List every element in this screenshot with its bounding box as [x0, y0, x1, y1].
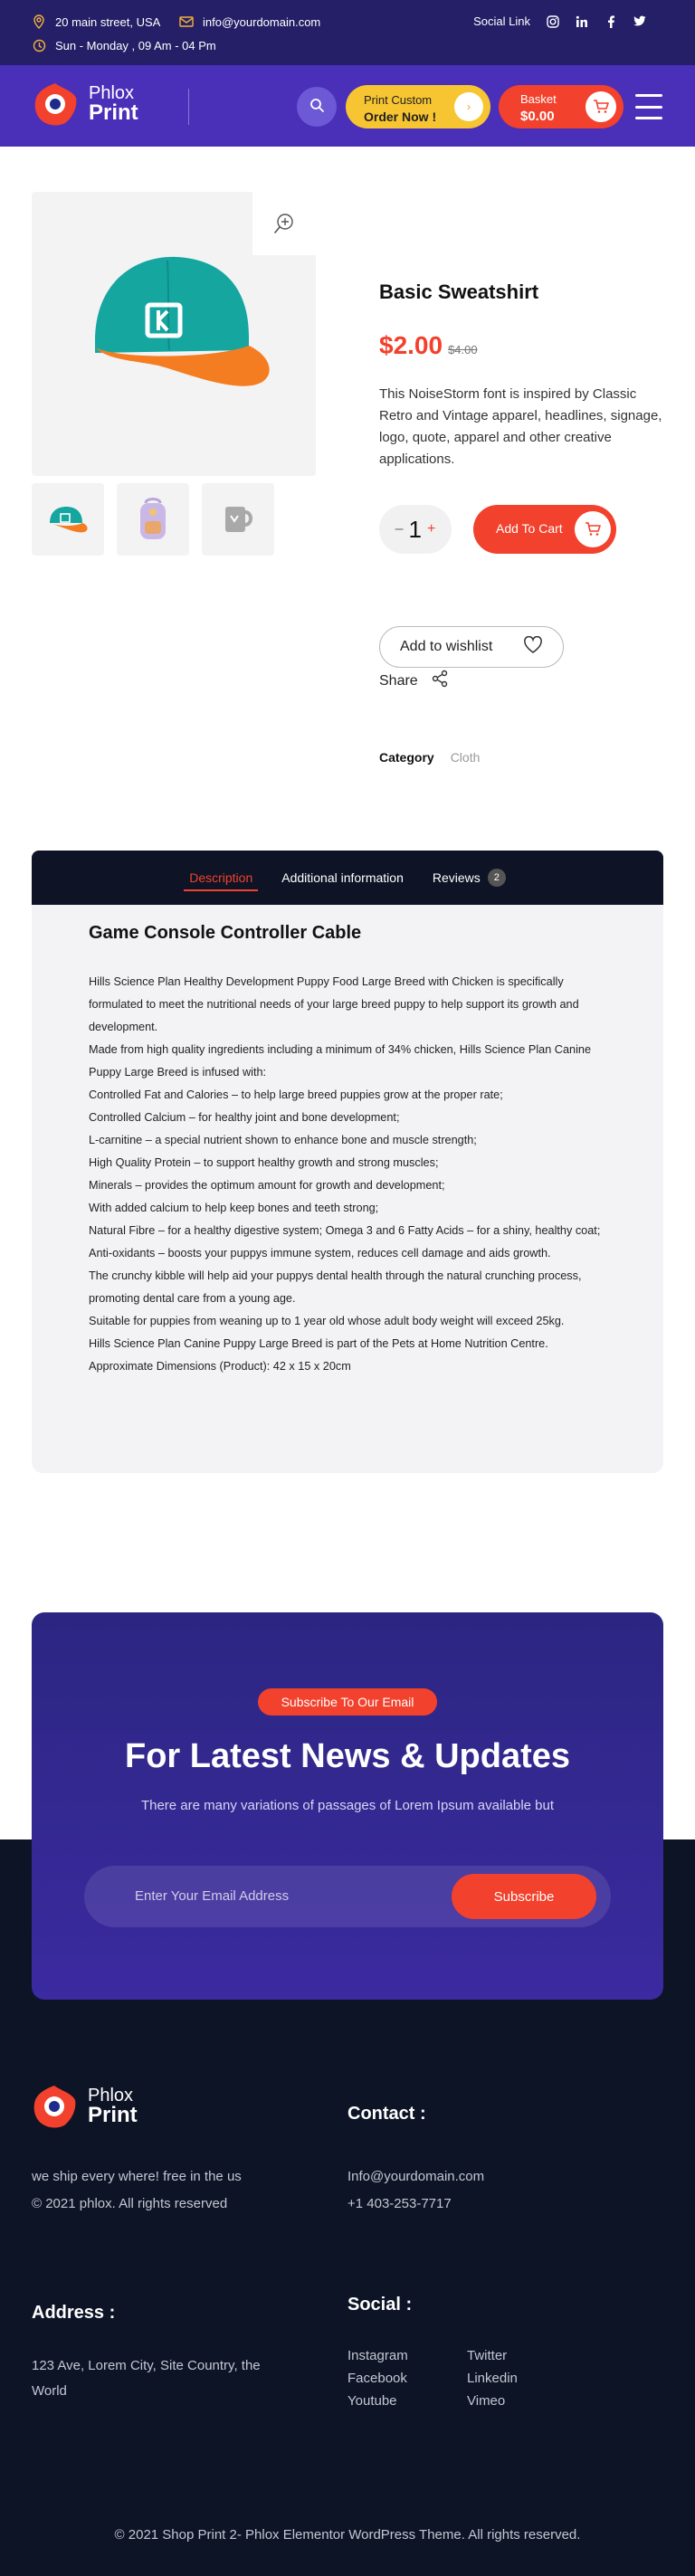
- hours-text: Sun - Monday , 09 Am - 04 Pm: [55, 38, 216, 52]
- description-line: Hills Science Plan Healthy Development Puppy Food Large Breed with Chicken is specifically formulated to meet the nutritional needs of your large breed puppy to help support its growth and development.: [89, 975, 579, 1033]
- product-thumbnails: [32, 483, 274, 556]
- social-links-top: [473, 14, 646, 28]
- header-divider: [188, 89, 189, 125]
- description-title: Game Console Controller Cable: [89, 923, 362, 943]
- mail-icon: [179, 14, 194, 29]
- address-heading: Address :: [32, 2303, 116, 2323]
- description-line: Anti-oxidants – boosts your puppys immune system, reduces cell damage and aids growth.: [89, 1247, 551, 1259]
- qty-plus-button[interactable]: +: [427, 521, 436, 537]
- description-line: Hills Science Plan Canine Puppy Large Breed is part of the Pets at Home Nutrition Centre.: [89, 1337, 548, 1350]
- email-input[interactable]: Enter Your Email Address: [135, 1888, 290, 1904]
- description-line: L-carnitine – a special nutrient shown to enhance bone and muscle strength;: [89, 1134, 477, 1146]
- cart-icon: [586, 91, 616, 122]
- description-line: Suitable for puppies from weaning up to 1 year old whose adult body weight will exceed 25kg.: [89, 1315, 565, 1327]
- product-description: This NoiseStorm font is inspired by Classic Retro and Vintage apparel, headlines, signage, logo, quote, apparel and other creative applications.: [379, 386, 662, 467]
- social-link-youtube[interactable]: Youtube: [348, 2393, 397, 2409]
- order-line2: Order Now !: [364, 109, 437, 124]
- contact-email[interactable]: Info@yourdomain.com: [348, 2169, 485, 2184]
- backpack-thumb-icon: [135, 494, 171, 545]
- footer-about: [32, 2163, 242, 2218]
- description-line: Controlled Fat and Calories – to help large breed puppies grow at the proper rate;: [89, 1088, 503, 1101]
- chevron-right-icon: ›: [454, 92, 483, 121]
- logo-line1: Phlox: [89, 83, 135, 103]
- newsletter-section: [32, 1612, 663, 2000]
- address-text: 123 Ave, Lorem City, Site Country, the World: [32, 2358, 261, 2399]
- logo-line2: Print: [89, 100, 138, 125]
- footer-tagline: we ship every where! free in the us: [32, 2169, 242, 2184]
- description-line: The crunchy kibble will help aid your puppys dental health through the natural crunching process, promoting dental care from a young age.: [89, 1269, 582, 1305]
- tab-reviews[interactable]: Reviews 2: [427, 851, 511, 905]
- logo-mark-icon: [32, 2084, 77, 2129]
- subscribe-button[interactable]: Subscribe: [452, 1874, 596, 1919]
- newsletter-pill: Subscribe To Our Email: [258, 1688, 438, 1716]
- basket-amount: $0.00: [520, 108, 555, 124]
- instagram-icon[interactable]: [547, 15, 559, 28]
- footer-social-links: [348, 2348, 557, 2409]
- tab-description[interactable]: Description: [184, 851, 258, 905]
- search-button[interactable]: [297, 87, 337, 127]
- category-label: Category: [379, 750, 434, 765]
- description-line: Natural Fibre – for a healthy digestive system; Omega 3 and 6 Fatty Acids – for a shiny, healthy coat;: [89, 1224, 601, 1237]
- order-line1: Print Custom: [364, 93, 433, 107]
- description-line: Made from high quality ingredients including a minimum of 34% chicken, Hills Science Plan Canine Puppy Large Breed is infused with:: [89, 1043, 592, 1079]
- location-pin-icon: [32, 14, 46, 29]
- main-header: [0, 65, 695, 147]
- cap-thumb-icon: [43, 501, 93, 537]
- add-to-cart-button[interactable]: [473, 505, 616, 554]
- top-bar: [0, 0, 695, 65]
- description-line: Minerals – provides the optimum amount for growth and development;: [89, 1179, 445, 1192]
- add-to-wishlist-button[interactable]: [379, 626, 564, 668]
- product-title: Basic Sweatshirt: [379, 280, 539, 303]
- newsletter-subtitle: There are many variations of passages of Lorem Ipsum available but: [140, 1798, 555, 1813]
- quantity-stepper[interactable]: [379, 505, 452, 554]
- social-heading: Social :: [348, 2295, 413, 2315]
- basket-button[interactable]: [499, 85, 624, 128]
- mug-thumb-icon: [218, 499, 258, 539]
- social-link-facebook[interactable]: Facebook: [348, 2371, 407, 2386]
- twitter-icon[interactable]: [633, 15, 646, 28]
- order-now-button[interactable]: [346, 85, 490, 128]
- tab-additional-information[interactable]: Additional information: [281, 870, 404, 885]
- footer-copyright: © 2021 Shop Print 2- Phlox Elementor WordPress Theme. All rights reserved.: [114, 2527, 581, 2543]
- category-value[interactable]: Cloth: [450, 750, 481, 765]
- thumbnail-cap[interactable]: [32, 483, 104, 556]
- footer-copyright-small: © 2021 phlox. All rights reserved: [32, 2196, 228, 2211]
- cap-image: [32, 192, 316, 476]
- add-to-cart-label: Add To Cart: [496, 521, 563, 536]
- social-label: Social Link: [473, 14, 530, 28]
- qty-value[interactable]: 1: [408, 515, 423, 543]
- site-logo[interactable]: [33, 81, 138, 127]
- linkedin-icon[interactable]: [576, 15, 588, 28]
- hours-info: [32, 38, 216, 52]
- description-line: High Quality Protein – to support healthy growth and strong muscles;: [89, 1156, 439, 1169]
- thumbnail-mug[interactable]: [202, 483, 274, 556]
- description-line: Controlled Calcium – for healthy joint and bone development;: [89, 1111, 400, 1124]
- share-icon[interactable]: [431, 670, 449, 692]
- contact-phone[interactable]: +1 403-253-7717: [348, 2196, 452, 2211]
- footer-logo-line2: Print: [88, 2103, 138, 2127]
- social-link-instagram[interactable]: Instagram: [348, 2348, 408, 2363]
- cart-icon: [575, 511, 611, 547]
- product-info: [379, 280, 669, 471]
- product-tabs: [32, 851, 663, 905]
- social-link-linkedin[interactable]: Linkedin: [467, 2371, 518, 2386]
- description-line: With added calcium to help keep bones and teeth strong;: [89, 1202, 379, 1214]
- current-price: $2.00: [379, 331, 443, 359]
- share-label: Share: [379, 672, 418, 689]
- logo-mark-icon: [33, 81, 78, 127]
- newsletter-form: [84, 1866, 611, 1927]
- clock-icon: [32, 38, 46, 52]
- contact-heading: Contact :: [348, 2104, 426, 2124]
- product-price: [379, 331, 669, 360]
- footer-logo-line1: Phlox: [88, 2086, 134, 2105]
- description-line: Approximate Dimensions (Product): 42 x 15 x 20cm: [89, 1360, 351, 1373]
- address-info: [32, 14, 160, 29]
- address-text: 20 main street, USA: [55, 14, 161, 29]
- thumbnail-backpack[interactable]: [117, 483, 189, 556]
- product-main-image[interactable]: [32, 192, 316, 476]
- old-price: $4.00: [448, 343, 478, 356]
- hamburger-menu-button[interactable]: [635, 94, 662, 119]
- product-category: [379, 750, 480, 765]
- basket-label: Basket: [520, 92, 557, 106]
- social-link-twitter[interactable]: Twitter: [467, 2348, 508, 2363]
- qty-minus-button[interactable]: –: [395, 521, 404, 537]
- email-info[interactable]: [179, 14, 320, 29]
- contact-info: [348, 2163, 484, 2218]
- email-text[interactable]: info@yourdomain.com: [203, 14, 321, 29]
- description-lines: [89, 971, 606, 1378]
- facebook-icon[interactable]: [605, 15, 617, 28]
- newsletter-title: For Latest News & Updates: [125, 1737, 570, 1775]
- description-panel: [32, 905, 663, 1473]
- social-link-vimeo[interactable]: Vimeo: [467, 2393, 506, 2409]
- reviews-count-badge: 2: [488, 869, 506, 887]
- share-row[interactable]: [379, 670, 449, 692]
- search-icon: [309, 98, 324, 117]
- wishlist-label: Add to wishlist: [400, 639, 493, 654]
- footer-logo[interactable]: [32, 2084, 138, 2129]
- heart-icon: [523, 636, 543, 659]
